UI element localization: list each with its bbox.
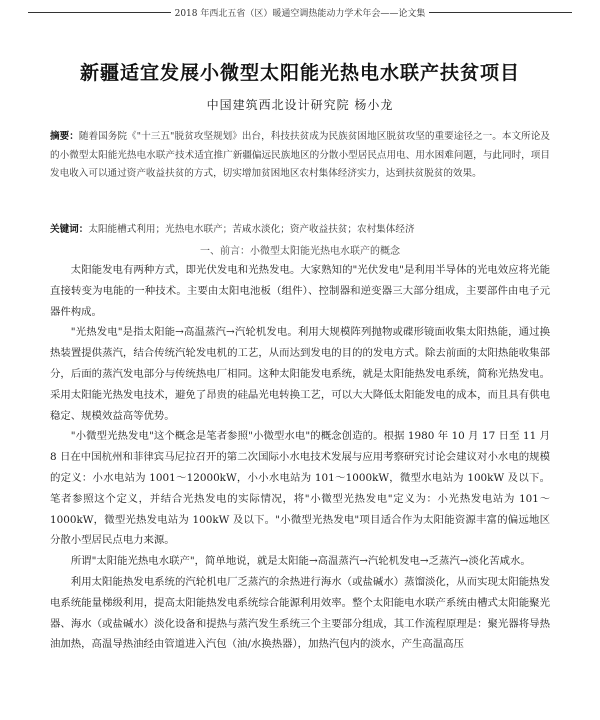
keywords-label: 关键词： — [50, 224, 89, 235]
paragraph: 利用太阳能热发电系统的汽轮机电厂乏蒸汽的余热进行海水（或盐碱水）蒸馏淡化，从而实现太阳能热发电系统能量梯级利用，提高太阳能热发电系统综合能源利用效率。整个太阳能电水联产系统由槽式太阳能聚光器、海水（或盐碱水）淡化设备和提热与蒸汽发生系统三个主要部分组成，其工作流程原理是：聚光器将导热油加热，高温导热油经由管道进入汽包（油/水换热器），加热汽包内的淡水，产生高温高压 — [50, 575, 550, 651]
section-heading: 一、前言：小微型太阳能光热电水联产的概念 — [200, 246, 400, 257]
keywords — [50, 222, 550, 238]
abstract-label: 摘要： — [50, 131, 79, 142]
running-header — [28, 6, 572, 19]
paper-title: 新疆适宜发展小微型太阳能光热电水联产扶贫项目 — [79, 62, 520, 84]
author-affiliation: 中国建筑西北设计研究院 杨小龙 — [206, 98, 394, 112]
body-text — [50, 260, 550, 655]
paragraph: "光热发电"是指太阳能→高温蒸汽→汽轮机发电。利用大规模阵列抛物或碟形镜面收集太阳热能，通过换热装置提供蒸汽，结合传统汽轮发电机的工艺，从而达到发电的目的的发电方式。除去前面的太阳热能收集部分，后面的蒸汽发电部分与传统热电厂相同。这种太阳能发电系统，就是太阳能热发电系统，简称光热发电。采用太阳能光热发电技术，避免了昂贵的硅晶光电转换工艺，可以大大降低太阳能发电的成本，而且具有供电稳定、规模效益高等优势。 — [50, 326, 550, 422]
abstract — [50, 128, 550, 184]
running-title: 2018 年西北五省（区）暖通空调热能动力学术年会——论文集 — [174, 9, 426, 19]
paragraph: 太阳能发电有两种方式，即光伏发电和光热发电。大家熟知的"光伏发电"是利用半导体的光电效应将光能直接转变为电能的一种技术。主要由太阳电池板（组件）、控制器和逆变器三大部分组成，主要部件由电子元器件构成。 — [50, 264, 550, 318]
header-rule-right — [429, 12, 572, 13]
paragraph: 所谓"太阳能光热电水联产"，简单地说，就是太阳能→高温蒸汽→汽轮机发电→乏蒸汽→淡化苦咸水。 — [70, 555, 531, 568]
paragraph: "小微型光热发电"这个概念是笔者参照"小微型水电"的概念创造的。根据 1980 年 10 月 17 日至 11 月 8 日在中国杭州和菲律宾马尼拉召开的第二次国际小水电技术发展与应用考察研究讨论会建议对小水电的规模的定义：小水电站为 1001～12000kW，小小水电站为 101～1000kW，微型水电站为 100kW 及以下。笔者参照这个定义，并结合光热发电的实际情况，将"小微型光热发电"定义为：小光热发电站为 101～1000kW，微型光热发电站为 100kW 及以下。"小微型光热发电"项目适合作为太阳能资源丰富的偏远地区分散小型居民点电力来源。 — [50, 430, 550, 547]
abstract-text: 随着国务院《"十三五"脱贫攻坚规划》出台，科技扶贫成为民族贫困地区脱贫攻坚的重要途径之一。本文所论及的小微型太阳能光热电水联产技术适宜推广新疆偏远民族地区的分散小型居民点用电、用水困难问题，与此同时，项目发电收入可以通过资产收益扶贫的方式，切实增加贫困地区农村集体经济实力，达到扶贫脱贫的效果。 — [50, 131, 550, 179]
keywords-text: 太阳能槽式利用；光热电水联产；苦咸水淡化；资产收益扶贫；农村集体经济 — [88, 224, 415, 235]
header-rule-left — [28, 12, 171, 13]
